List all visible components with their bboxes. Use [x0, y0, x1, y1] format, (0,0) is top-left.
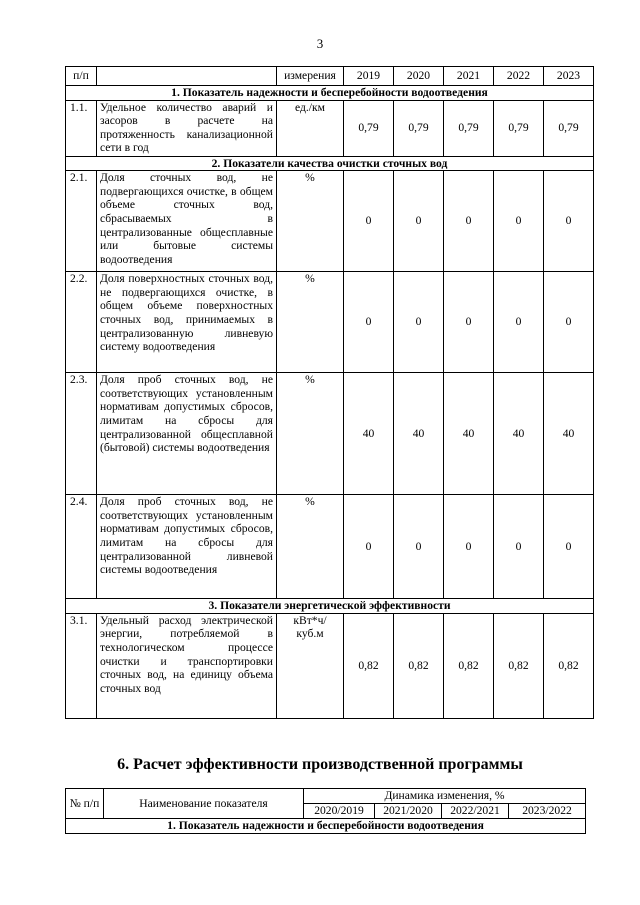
row-unit: % [277, 495, 344, 599]
header-unit: измерения [277, 67, 344, 86]
row-value: 40 [544, 373, 594, 495]
row-value: 0 [394, 272, 444, 373]
row-name: Удельное количество аварий и засоров в расчете на протяженность канализационной сети в год [97, 100, 277, 156]
row-value: 40 [394, 373, 444, 495]
table-row [66, 373, 594, 495]
table-row [66, 100, 594, 156]
header-year: 2020 [394, 67, 444, 86]
header-num: № п/п [66, 789, 104, 819]
table-row [66, 613, 594, 718]
row-value: 0,79 [494, 100, 544, 156]
header-period: 2020/2019 [304, 804, 375, 819]
header-dynamics: Динамика изменения, % [304, 789, 586, 804]
header-period: 2023/2022 [509, 804, 586, 819]
row-value: 0 [444, 272, 494, 373]
table-row [66, 495, 594, 599]
row-value: 0 [494, 171, 544, 272]
table2-header-row [66, 789, 586, 804]
row-unit: кВт*ч/ куб.м [277, 613, 344, 718]
row-name: Доля поверхностных сточных вод, не подвергающихся очистке, в общем объеме поверхностных сточных вод, принимаемых в централизованную ливневую систему водоотведения [97, 272, 277, 373]
row-unit: % [277, 171, 344, 272]
row-value: 0 [344, 272, 394, 373]
header-year: 2019 [344, 67, 394, 86]
section-title: 1. Показатель надежности и бесперебойности водоотведения [66, 86, 594, 101]
header-name: Наименование показателя [104, 789, 304, 819]
row-name: Удельный расход электрической энергии, потребляемой в технологическом процессе очистки и транспортировки сточных вод, на единицу объема сточных вод [97, 613, 277, 718]
section-row [66, 819, 586, 834]
row-value: 0 [494, 495, 544, 599]
row-unit: % [277, 373, 344, 495]
row-value: 0 [394, 495, 444, 599]
table-row [66, 171, 594, 272]
row-value: 40 [344, 373, 394, 495]
row-number: 2.4. [66, 495, 97, 599]
row-value: 0 [544, 171, 594, 272]
header-year: 2021 [444, 67, 494, 86]
row-name: Доля проб сточных вод, не соответствующих установленным нормативам допустимых сбросов, лимитам на сбросы для централизованной ливневой системы водоотведения [97, 495, 277, 599]
row-value: 0,79 [344, 100, 394, 156]
section-row [66, 599, 594, 614]
indicators-table [65, 66, 594, 719]
row-number: 3.1. [66, 613, 97, 718]
header-year: 2022 [494, 67, 544, 86]
row-number: 2.2. [66, 272, 97, 373]
header-year: 2023 [544, 67, 594, 86]
row-value: 0 [444, 171, 494, 272]
row-unit: ед./км [277, 100, 344, 156]
row-number: 2.1. [66, 171, 97, 272]
header-period: 2021/2020 [375, 804, 442, 819]
row-value: 0,79 [394, 100, 444, 156]
row-value: 0 [544, 495, 594, 599]
table-header-row [66, 67, 594, 86]
section-6-heading: 6. Расчет эффективности производственной программы [117, 756, 523, 773]
row-name: Доля сточных вод, не подвергающихся очистке, в общем объеме сточных вод, сбрасываемых в централизованные общесплавные или бытовые системы водоотведения [97, 171, 277, 272]
header-name [97, 67, 277, 86]
section-title: 1. Показатель надежности и бесперебойности водоотведения [66, 819, 586, 834]
row-value: 0,82 [394, 613, 444, 718]
efficiency-table [65, 788, 586, 834]
row-number: 2.3. [66, 373, 97, 495]
row-value: 0 [344, 171, 394, 272]
row-value: 0,82 [494, 613, 544, 718]
row-value: 0,79 [444, 100, 494, 156]
row-value: 0 [444, 495, 494, 599]
row-value: 0,82 [444, 613, 494, 718]
table-row [66, 272, 594, 373]
row-value: 0 [394, 171, 444, 272]
row-value: 0 [544, 272, 594, 373]
row-value: 40 [494, 373, 544, 495]
row-value: 0,82 [344, 613, 394, 718]
page-number: 3 [316, 36, 324, 51]
row-value: 0,79 [544, 100, 594, 156]
section-row [66, 156, 594, 171]
row-number: 1.1. [66, 100, 97, 156]
section-title: 2. Показатели качества очистки сточных вод [66, 156, 594, 171]
header-period: 2022/2021 [442, 804, 509, 819]
section-title: 3. Показатели энергетической эффективности [66, 599, 594, 614]
section-row [66, 86, 594, 101]
row-value: 0 [344, 495, 394, 599]
row-name: Доля проб сточных вод, не соответствующих установленным нормативам допустимых сбросов, лимитам на сбросы для централизованной общесплавной (бытовой) системы водоотведения [97, 373, 277, 495]
row-value: 0 [494, 272, 544, 373]
row-value: 0,82 [544, 613, 594, 718]
header-num: п/п [66, 67, 97, 86]
row-value: 40 [444, 373, 494, 495]
row-unit: % [277, 272, 344, 373]
